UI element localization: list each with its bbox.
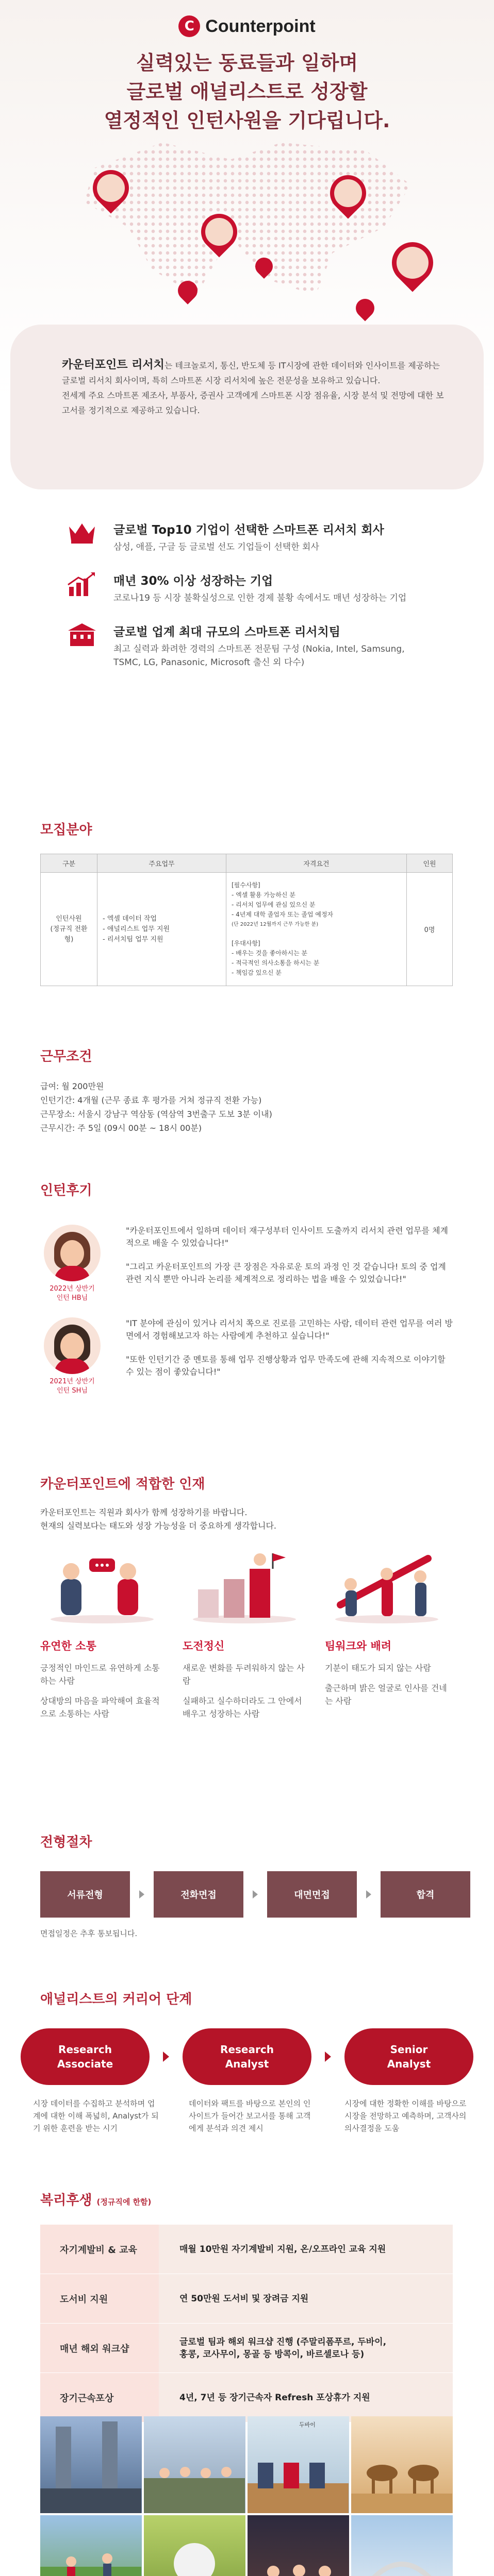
career-descriptions [33, 2097, 494, 2134]
category-cell [41, 873, 97, 986]
career-section [0, 1989, 494, 2134]
ideal-cards [40, 1548, 494, 1727]
process-steps [40, 1871, 494, 1918]
pref-item: - 배우는 것을 좋아하시는 분 [232, 950, 308, 957]
process-step: 대면면접 [267, 1871, 357, 1918]
welfare-key: 도서비 지원 [40, 2274, 159, 2323]
welfare-key: 장기근속포상 [40, 2373, 159, 2422]
work-line: 인턴기간: 4개월 (근무 종료 후 평가를 거쳐 정규직 전환 가능) [40, 1095, 262, 1105]
feature-title: 글로벌 Top10 기업이 선택한 스마트폰 리서치 회사 [113, 523, 384, 537]
hero-line-2: 글로벌 애널리스트로 성장할 [126, 80, 368, 103]
arrow-right-icon [325, 2052, 331, 2062]
review-quote [126, 1317, 456, 1396]
hero-line-3: 열정적인 인턴사원을 기다립니다. [104, 109, 390, 132]
workshop-photo [144, 2416, 245, 2513]
growth-chart-icon [67, 571, 98, 597]
recruit-section [0, 819, 494, 986]
req-item: - 4년제 대학 졸업자 또는 졸업 예정자 [232, 911, 334, 918]
ideal-card [325, 1548, 449, 1727]
counterpoint-logo-icon: C [178, 15, 200, 37]
welfare-row [40, 2224, 453, 2274]
reviews-section [0, 1180, 494, 1396]
avatar-icon [44, 1225, 101, 1281]
ideal-card-title: 유연한 소통 [40, 1640, 96, 1652]
ideal-card-text: 새로운 변화를 두려워하지 않는 사람 [183, 1663, 305, 1686]
work-line: 근무시간: 주 5일 (09시 00분 ~ 18시 00분) [40, 1123, 202, 1133]
welfare-value-line: 매월 10만원 자기계발비 지원, 온/오프라인 교육 지원 [179, 2244, 386, 2255]
welfare-section [0, 2190, 494, 2422]
intro-paragraph-2: 전세계 주요 스마트폰 제조사, 부품사, 증권사 고객에게 스마트폰 시장 점유율, 시장 분석 및 전망에 대한 보고서를 정기적으로 제공하고 있습니다. [62, 391, 444, 415]
building-icon [67, 622, 98, 648]
arrow-right-icon [253, 1890, 258, 1899]
welfare-value-line: 연 50만원 도서비 및 장려금 지원 [179, 2293, 309, 2304]
ideal-card-text: 긍정적인 마인드로 유연하게 소통하는 사람 [40, 1663, 160, 1686]
stage-line: Research [220, 2043, 274, 2056]
ideal-card [183, 1548, 306, 1727]
feature-item [67, 622, 494, 669]
section-title-ideal: 카운터포인트에 적합한 인재 [40, 1477, 205, 1492]
challenge-illustration-icon [183, 1548, 306, 1625]
welfare-value-line: 글로벌 팀과 해외 워크샵 진행 (주말리폼푸르, 두바이, [179, 2336, 387, 2347]
review-item [41, 1317, 494, 1396]
ideal-card-text: 출근하며 밝은 얼굴로 인사를 건네는 사람 [325, 1683, 447, 1706]
work-line: 근무장소: 서울시 강남구 역삼동 (역삼역 3번출구 도보 3분 이내) [40, 1109, 272, 1119]
welfare-value [159, 2373, 453, 2422]
feature-title: 매년 30% 이상 성장하는 기업 [113, 574, 273, 588]
avatar-label: 인턴 SH님 [57, 1387, 88, 1395]
welfare-value-line: 4년, 7년 등 장기근속자 Refresh 포상휴가 지원 [179, 2392, 370, 2403]
feature-item [67, 571, 494, 605]
ideal-card-text: 기분이 태도가 되지 않는 사람 [325, 1663, 431, 1673]
arrow-right-icon [366, 1890, 371, 1899]
company-intro [10, 325, 484, 489]
arrow-right-icon [139, 1890, 144, 1899]
welfare-row [40, 2274, 453, 2323]
ideal-desc [40, 1506, 494, 1533]
section-title-process: 전형절차 [40, 1835, 92, 1850]
career-desc: 데이터와 팩트를 바탕으로 본인의 인사이트가 들어간 보고서를 통해 고객에게 분석과 의견 제시 [189, 2099, 311, 2133]
workshop-photo [144, 2515, 245, 2576]
req-item: (단 2022년 12월까지 근무 가능한 분) [232, 922, 319, 927]
quote-text: "카운터포인트에서 일하며 데이터 재구성부터 인사이트 도출까지 리서치 관련 업무를 체계적으로 배울 수 있었습니다!" [126, 1226, 449, 1248]
career-stage [183, 2028, 311, 2085]
location-pin-icon [383, 233, 441, 292]
section-title-career: 애널리스트의 커리어 단계 [40, 1992, 192, 2007]
avatar [41, 1225, 103, 1303]
ideal-card [40, 1548, 164, 1727]
teamwork-illustration-icon [325, 1548, 449, 1625]
stage-line: Analyst [387, 2058, 431, 2070]
career-desc: 시장 데이터를 수집하고 분석하며 업계에 대한 이해 폭넓히, Analyst가 되기 위한 훈련을 받는 시기 [33, 2099, 159, 2133]
welfare-value [159, 2324, 453, 2372]
world-map-illustration [77, 134, 418, 304]
brand-logo[interactable] [0, 0, 494, 37]
workshop-photo [248, 2515, 349, 2576]
req-item: - 엑셀 활용 가능하신 분 [232, 891, 295, 899]
section-title-work: 근무조건 [40, 1049, 92, 1064]
ideal-candidate-section [0, 1473, 494, 1727]
feature-title: 글로벌 업계 최대 규모의 스마트폰 리서치팀 [113, 625, 340, 639]
ideal-card-title: 팀워크와 배려 [325, 1640, 392, 1652]
workshop-photo-grid [40, 2416, 453, 2576]
feature-desc: 코로나19 등 시장 불확실성으로 인한 경제 불황 속에서도 매년 성장하는 기업 [113, 593, 407, 603]
hero-line-1: 실력있는 동료들과 일하며 [136, 52, 358, 74]
welfare-table [40, 2224, 453, 2422]
quote-text: "IT 분야에 관심이 있거나 리서치 쪽으로 진로를 고민하는 사람, 데이터 관련 업무를 여러 방면에서 경험해보고자 하는 사람에게 추천하고 싶습니다!" [126, 1318, 453, 1341]
workshop-photo [248, 2416, 349, 2513]
avatar [41, 1317, 103, 1396]
stage-line: Senior [390, 2043, 428, 2056]
table-header: 자격요건 [226, 854, 407, 873]
company-name: 카운터포인트 리서치 [62, 359, 164, 371]
ideal-card-text: 상대방의 마음을 파악해여 효율적으로 소통하는 사람 [40, 1696, 160, 1719]
process-step: 합격 [381, 1871, 470, 1918]
stage-line: Research [58, 2043, 112, 2056]
req-item: - 리서치 업무에 관심 있으신 분 [232, 901, 316, 908]
duty-item: - 애널리스트 업무 지원 [103, 925, 170, 933]
table-header: 인원 [407, 854, 453, 873]
intro-paragraph-1: 는 테크놀로지, 통신, 반도체 등 IT시장에 관한 데이터와 인사이트를 제공하는 글로벌 리서치 회사이며, 특히 스마트폰 시장 리서치에 높은 전문성을 보유하고 있습니다. [62, 361, 440, 385]
ideal-card-title: 도전정신 [183, 1640, 225, 1652]
location-pin-icon [352, 295, 378, 321]
pref-item: - 책임감 있으신 분 [232, 969, 282, 976]
process-note: 면접일정은 추후 통보됩니다. [40, 1929, 138, 1938]
workshop-photo [351, 2515, 453, 2576]
welfare-row [40, 2323, 453, 2372]
welfare-value [159, 2225, 453, 2274]
workshop-photo [351, 2416, 453, 2513]
requirements-cell [226, 873, 407, 986]
work-conditions-section [0, 1046, 494, 1135]
pref-item: - 적극적인 의사소통을 하시는 분 [232, 959, 320, 967]
welfare-title: 복리후생 [40, 2193, 92, 2208]
avatar-label: 2021년 상반기 [50, 1378, 95, 1385]
review-item [41, 1225, 494, 1303]
ideal-card-text: 실패하고 실수하더라도 그 안에서 배우고 성장하는 사람 [183, 1696, 302, 1719]
hero-title [0, 48, 494, 135]
count-cell: 0명 [407, 873, 453, 986]
stage-line: Associate [57, 2058, 113, 2070]
review-quote [126, 1225, 456, 1303]
duties-cell [97, 873, 226, 986]
work-line: 급여: 월 200만원 [40, 1081, 104, 1091]
section-title-recruit: 모집분야 [40, 822, 92, 838]
work-conditions [40, 1079, 494, 1135]
table-header: 구분 [41, 854, 97, 873]
feature-desc: 삼성, 애플, 구글 등 글로벌 선도 기업들이 선택한 회사 [113, 542, 319, 552]
process-step: 전화면접 [154, 1871, 243, 1918]
req-title: [필수사항] [232, 882, 260, 889]
arrow-right-icon [163, 2052, 169, 2062]
process-step: 서류전형 [40, 1871, 130, 1918]
career-stages [21, 2028, 494, 2085]
duty-item: - 리서치팀 업무 지원 [103, 935, 163, 943]
welfare-note: (정규직에 한함) [96, 2197, 152, 2207]
pref-title: [우대사항] [232, 940, 260, 947]
process-section [0, 1832, 494, 1939]
ideal-desc-line: 현재의 실력보다는 태도와 성장 가능성을 더 중요하게 생각합니다. [40, 1521, 277, 1531]
workshop-photo [40, 2515, 142, 2576]
logo-text: Counterpoint [205, 16, 316, 36]
avatar-label: 인턴 HB님 [56, 1294, 88, 1302]
workshop-photo [40, 2416, 142, 2513]
photo-tag: 두바이 [299, 2421, 316, 2428]
section-title-reviews: 인턴후기 [40, 1183, 92, 1198]
section-title-welfare [40, 2190, 494, 2209]
table-header: 주요업무 [97, 854, 226, 873]
ideal-desc-line: 카운터포인트는 직원과 회사가 함께 성장하기를 바랍니다. [40, 1507, 248, 1517]
category-line: 인턴사원 [56, 914, 82, 923]
hero-section [0, 0, 494, 500]
quote-text: "또한 인턴기간 중 멘토를 통해 업무 진행상황과 업무 만족도에 관해 지속적으로 이야기할 수 있는 점이 좋았습니다!" [126, 1354, 446, 1377]
recruit-table [40, 854, 453, 986]
avatar-icon [44, 1317, 101, 1374]
career-stage [21, 2028, 150, 2085]
welfare-value [159, 2274, 453, 2323]
crown-icon [67, 520, 98, 546]
features-section [0, 500, 494, 669]
quote-text: "그리고 카운터포인트의 가장 큰 장점은 자유로운 토의 과정 인 것 같습니다! 토의 중 업계 관련 지식 뿐만 아니라 논리를 체계적으로 정리하는 법을 배울 수 있었습니다!" [126, 1262, 446, 1284]
stage-line: Analyst [225, 2058, 269, 2070]
welfare-value-line: 홍콩, 코사무이, 몽골 등 방콕이, 바르셀로나 등) [179, 2349, 365, 2360]
duty-item: - 엑셀 데이터 작업 [103, 914, 157, 923]
career-stage [344, 2028, 473, 2085]
category-line: (정규직 전환형) [50, 925, 88, 943]
welfare-row [40, 2372, 453, 2422]
feature-desc: 최고 실력과 화려한 경력의 스마트폰 전문팀 구성 (Nokia, Intel, Samsung, TSMC, LG, Panasonic, Microsoft 출신 외 다수) [113, 644, 405, 668]
avatar-label: 2022년 상반기 [50, 1285, 95, 1293]
communication-illustration-icon [40, 1548, 164, 1625]
welfare-key: 자기계발비 & 교육 [40, 2225, 159, 2274]
career-desc: 시장에 대한 정확한 이해를 바탕으로 시장을 전망하고 예측하며, 고객사의 의사결정을 도움 [344, 2099, 467, 2133]
welfare-key: 매년 해외 워크샵 [40, 2324, 159, 2372]
feature-item [67, 520, 494, 554]
